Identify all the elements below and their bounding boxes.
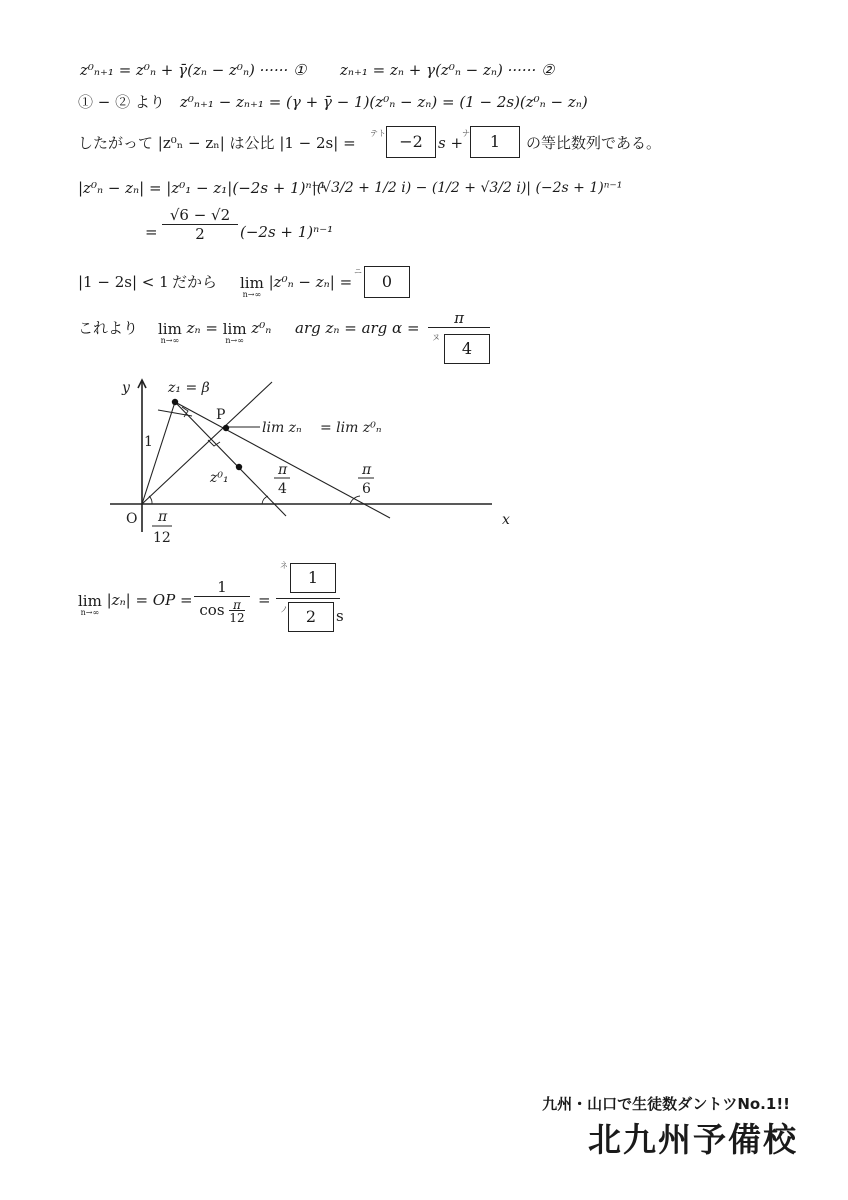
point-z01 [236, 464, 242, 470]
final-limit-expression: |zₙ| = OP = [106, 591, 193, 609]
equation-2: zₙ₊₁ = zₙ + γ(z⁰ₙ − zₙ) ······ ② [340, 61, 555, 79]
footer-tagline: 九州・山口で生徒数ダントツNo.1!! [542, 1095, 790, 1113]
limit-rhs: z⁰ₙ [251, 319, 272, 337]
label-z01: z⁰₁ [210, 470, 229, 486]
answer-box-no: 2 [288, 602, 334, 632]
label-lim-left: lim zₙ [262, 420, 302, 436]
equals-sign: = [145, 223, 158, 241]
label-lim-right: = lim z⁰ₙ [320, 420, 382, 436]
lim-subscript: n→∞ [242, 290, 262, 299]
label-pi6-num: π [362, 462, 372, 478]
final-cos: cos [199, 601, 225, 619]
final-twelve: 12 [229, 611, 245, 625]
answer-box-te: −2 [386, 126, 436, 158]
final-fraction-denominator [194, 596, 250, 625]
footer-logo: 北九州予備校 [588, 1120, 798, 1159]
lim-subscript: n→∞ [160, 336, 180, 345]
point-z1 [172, 399, 178, 405]
label-x: x [502, 512, 510, 528]
difference-prefix: ① − ② より [78, 93, 165, 111]
label-pi12-den: 12 [153, 530, 171, 546]
limit-lhs: zₙ = [186, 319, 218, 337]
equation-1: z⁰ₙ₊₁ = z⁰ₙ + γ̄(zₙ − z⁰ₙ) ······ ① [80, 61, 307, 79]
limit-equality [158, 318, 271, 347]
lim-operator-left [158, 320, 182, 347]
lim-operator [240, 274, 264, 301]
arg-pi: π [454, 309, 464, 327]
answer-box-na: 1 [470, 126, 520, 158]
lim-operator-final [78, 592, 102, 619]
final-pi12 [229, 599, 244, 625]
label-origin: O [126, 511, 138, 527]
lim-word: lim [158, 320, 182, 338]
label-pi4-den: 4 [278, 481, 287, 497]
result-fraction [162, 206, 238, 243]
final-fraction [194, 578, 250, 625]
answer-tag-ni: ニ [354, 267, 362, 276]
final-fraction-numerator: 1 [217, 578, 227, 596]
lim-word: lim [240, 274, 264, 292]
fraction-numerator: √6 − √2 [169, 206, 231, 224]
geometry-figure [100, 370, 530, 550]
label-pi4-num: π [278, 462, 288, 478]
final-limit [78, 590, 193, 619]
answer-tag-ne: ネ [280, 561, 288, 570]
answer-tag-no: ノ [280, 605, 288, 614]
lim-subscript: n→∞ [225, 336, 244, 345]
final-equals: = [258, 591, 271, 609]
answer-box-ne: 1 [290, 563, 336, 593]
answer-box-ni: 0 [364, 266, 410, 298]
label-one: 1 [144, 434, 153, 450]
koreyori-text: これより [78, 319, 139, 337]
point-p [223, 425, 229, 431]
answer-tag-na: ナ [462, 129, 470, 138]
final-fraction-bar [276, 598, 340, 599]
arg-expression: arg zₙ = arg α = [295, 319, 420, 337]
limit-abs [240, 272, 352, 301]
abs-equation: |z⁰ₙ − zₙ| = |z⁰₁ − z₁|(−2s + 1)ⁿ⁻¹ [78, 179, 326, 197]
label-p: P [216, 407, 226, 423]
lim-word: lim [222, 320, 247, 338]
answer-box-nu: 4 [444, 334, 490, 364]
label-pi12-num: π [158, 509, 168, 525]
lim-operator-right [222, 320, 247, 347]
fraction-tail: (−2s + 1)ⁿ⁻¹ [240, 223, 334, 241]
label-z1-beta: z₁ = β [168, 380, 210, 396]
answer-tag-te: テト [370, 129, 386, 138]
abs-paren-expression: |(√3/2 + 1/2 i) − (1/2 + √3/2 i)| (−2s + 1)ⁿ⁻¹ [312, 180, 623, 196]
ratio-plus: s + [438, 134, 464, 152]
final-pi: π [233, 598, 241, 612]
label-pi6-den: 6 [362, 481, 371, 497]
ratio-suffix: の等比数列である。 [526, 134, 662, 152]
answer-tag-nu: ヌ [432, 333, 440, 342]
final-s: s [336, 607, 344, 625]
lim-subscript: n→∞ [80, 608, 100, 617]
limit-abs-expression: |z⁰ₙ − zₙ| = [268, 273, 353, 291]
condition: |1 − 2s| < 1 [78, 273, 169, 291]
difference-equation: z⁰ₙ₊₁ − zₙ₊₁ = (γ + γ̄ − 1)(z⁰ₙ − zₙ) = (1 − 2s)(z⁰ₙ − zₙ) [180, 93, 588, 111]
dakara-text: だから [172, 273, 218, 291]
lim-word: lim [78, 592, 102, 610]
fraction-denominator: 2 [162, 224, 238, 243]
ratio-prefix: したがって |z⁰ₙ − zₙ| は公比 |1 − 2s| = [78, 134, 356, 152]
label-y: y [122, 380, 130, 396]
